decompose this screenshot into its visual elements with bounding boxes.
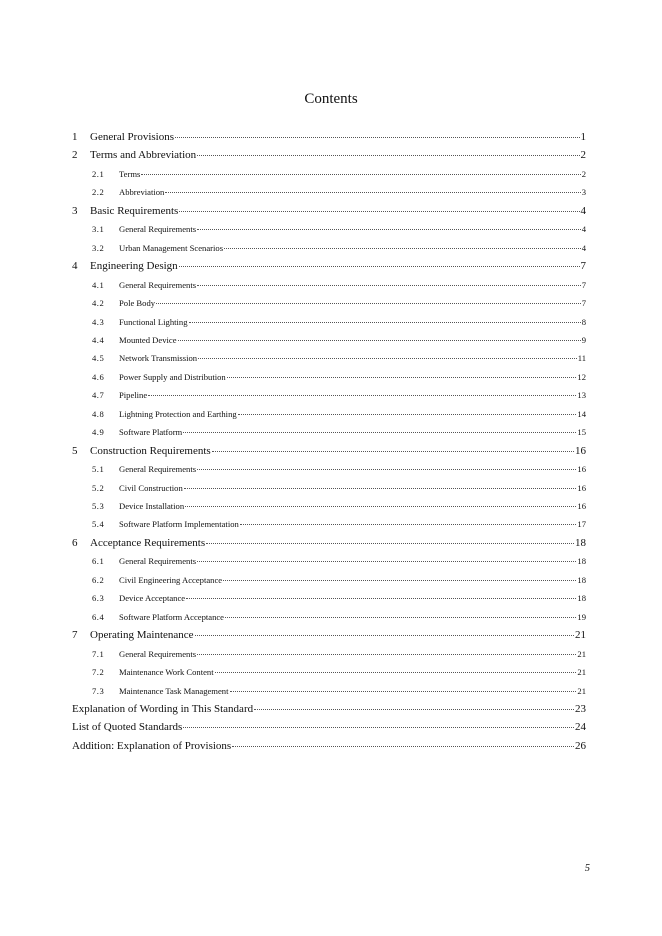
toc-entry-page: 16 <box>575 444 586 457</box>
toc-entry-title: Software Platform Acceptance <box>119 611 224 622</box>
toc-leader-dots <box>232 746 574 747</box>
toc-entry-page: 7 <box>581 279 586 290</box>
toc-entry-number: 2.1 <box>92 168 105 179</box>
toc-leader-dots <box>206 543 574 544</box>
toc-leader-dots <box>178 340 581 341</box>
toc-entry[interactable] <box>92 684 586 698</box>
toc-leader-dots <box>212 451 574 452</box>
toc-entry-number: 4 <box>72 260 78 273</box>
toc-entry-number: 6.3 <box>92 593 105 604</box>
toc-entry-page: 16 <box>577 482 586 493</box>
toc-entry-page: 4 <box>580 204 586 217</box>
toc-entry-title: Network Transmission <box>119 353 198 364</box>
toc-leader-dots <box>185 506 576 507</box>
toc-entry-page: 4 <box>581 224 586 235</box>
toc-entry[interactable] <box>72 701 586 717</box>
toc-entry[interactable] <box>92 351 586 365</box>
toc-leader-dots <box>197 155 579 156</box>
toc-leader-dots <box>240 524 577 525</box>
toc-entry-page: 26 <box>575 739 586 752</box>
toc-entry-title: General Requirements <box>119 556 197 567</box>
toc-entry-page: 2 <box>580 149 586 162</box>
toc-entry-title: Terms <box>119 168 141 179</box>
toc-leader-dots <box>197 285 581 286</box>
toc-leader-dots <box>148 395 576 396</box>
toc-entry-page: 16 <box>577 464 586 475</box>
toc-entry-number: 5.4 <box>92 519 105 530</box>
toc-leader-dots <box>197 469 576 470</box>
page-title: Contents <box>304 91 358 107</box>
toc-entry-number: 6 <box>72 536 78 549</box>
toc-entry[interactable] <box>92 573 586 587</box>
toc-entry[interactable] <box>72 627 586 643</box>
toc-entry[interactable] <box>92 591 586 605</box>
toc-leader-dots <box>189 322 581 323</box>
page-number: 5 <box>584 863 590 874</box>
toc-entry-title: Acceptance Requirements <box>90 536 206 549</box>
toc-entry-title: General Provisions <box>90 131 175 143</box>
toc-entry-number: 4.6 <box>92 371 105 382</box>
toc-entry[interactable] <box>72 719 586 735</box>
toc-entry-title: Operating Maintenance <box>90 629 194 642</box>
toc-entry-number: 6.2 <box>92 574 105 585</box>
toc-entry-number: 6.4 <box>92 611 105 622</box>
toc-entry-number: 6.1 <box>92 556 105 567</box>
toc-entry-page: 12 <box>577 371 586 382</box>
toc-entry-page: 18 <box>575 536 586 549</box>
toc-leader-dots <box>223 580 576 581</box>
toc-leader-dots <box>165 192 580 193</box>
toc-leader-dots <box>215 672 577 673</box>
toc-entry[interactable] <box>92 610 586 624</box>
toc-entry-title: Explanation of Wording in This Standard <box>72 702 254 715</box>
toc-entry[interactable] <box>92 499 586 513</box>
toc-entry-page: 7 <box>581 298 586 309</box>
toc-entry-title: Power Supply and Distribution <box>119 371 226 382</box>
toc-entry-page: 24 <box>575 721 586 734</box>
toc-entry-title: Construction Requirements <box>90 444 211 457</box>
toc-entry-title: Device Installation <box>119 501 185 511</box>
toc-entry[interactable] <box>72 129 586 145</box>
toc-entry-title: Maintenance Work Content <box>119 667 214 678</box>
toc-entry-page: 18 <box>577 593 586 604</box>
toc-entry-page: 17 <box>577 519 586 530</box>
toc-entry-title: Basic Requirements <box>90 204 179 217</box>
toc-entry-number: 5.3 <box>92 501 105 511</box>
toc-entry-page: 3 <box>581 187 586 198</box>
toc-entry-page: 21 <box>577 667 586 678</box>
toc-entry-title: Addition: Explanation of Provisions <box>72 739 232 752</box>
toc-entry-number: 4.5 <box>92 353 105 364</box>
toc-entry-title: Abbreviation <box>119 187 165 198</box>
toc-leader-dots <box>227 377 577 378</box>
toc-leader-dots <box>156 303 581 304</box>
toc-leader-dots <box>225 617 576 618</box>
toc-entry-title: General Requirements <box>119 279 197 290</box>
toc-entry-number: 3.2 <box>92 242 105 253</box>
toc-entry[interactable] <box>72 738 586 754</box>
toc-leader-dots <box>198 358 577 359</box>
toc-entry-title: Functional Lighting <box>119 316 188 327</box>
toc-leader-dots <box>141 174 580 175</box>
toc-entry[interactable] <box>92 370 586 384</box>
toc-entry-number: 7 <box>72 629 78 642</box>
toc-entry-title: Pole Body <box>119 298 156 309</box>
toc-entry-number: 2.2 <box>92 187 105 198</box>
toc-entry-title: List of Quoted Standards <box>72 721 183 734</box>
toc-entry-number: 4.3 <box>92 316 105 327</box>
toc-entry-number: 4.8 <box>92 408 105 419</box>
toc-entry-title: Urban Management Scenarios <box>119 242 224 253</box>
toc-entry-number: 4.9 <box>92 427 105 438</box>
toc-leader-dots <box>238 414 577 415</box>
toc-entry-number: 3 <box>72 204 78 217</box>
toc-entry-page: 15 <box>577 427 586 438</box>
toc-entry-page: 8 <box>581 316 586 327</box>
toc-entry-title: Pipeline <box>119 390 148 401</box>
toc-entry-title: Lightning Protection and Earthing <box>119 408 237 419</box>
toc-entry[interactable] <box>92 296 586 310</box>
toc-entry-title: Software Platform Implementation <box>119 519 239 530</box>
toc-leader-dots <box>179 266 580 267</box>
toc-leader-dots <box>179 211 579 212</box>
toc-entry[interactable] <box>92 241 586 255</box>
toc-entry-title: Engineering Design <box>90 260 178 273</box>
toc-entry[interactable] <box>92 665 586 679</box>
toc-entry[interactable] <box>92 222 586 236</box>
toc-entry[interactable] <box>92 333 586 347</box>
toc-entry-page: 18 <box>577 574 586 585</box>
toc-entry-page: 13 <box>577 390 586 401</box>
toc-entry-number: 4.4 <box>92 334 105 345</box>
toc-leader-dots <box>224 248 581 249</box>
toc-entry-page: 1 <box>580 131 586 143</box>
toc-entry[interactable] <box>72 443 586 459</box>
toc-leader-dots <box>230 691 577 692</box>
toc-entry-number: 4.2 <box>92 298 105 309</box>
toc-entry[interactable] <box>92 185 586 199</box>
toc-entry-page: 21 <box>577 648 586 659</box>
toc-entry-page: 23 <box>575 702 586 715</box>
toc-entry-number: 7.3 <box>92 685 105 696</box>
toc-entry-title: Software Platform <box>119 427 183 438</box>
toc-entry-number: 7.2 <box>92 667 105 678</box>
toc-entry-page: 14 <box>577 408 586 419</box>
toc-entry-title: Terms and Abbreviation <box>90 149 197 162</box>
toc-entry[interactable] <box>92 647 586 661</box>
toc-entry-page: 9 <box>581 334 586 345</box>
toc-leader-dots <box>184 488 577 489</box>
toc-entry-number: 7.1 <box>92 648 105 659</box>
toc-leader-dots <box>183 727 574 728</box>
toc-entry-title: Civil Construction <box>119 482 183 493</box>
toc-entry-title: Maintenance Task Management <box>119 685 229 696</box>
toc-leader-dots <box>254 709 574 710</box>
toc-leader-dots <box>197 561 576 562</box>
toc-entry-title: Mounted Device <box>119 334 177 345</box>
toc-entry-number: 5.1 <box>92 464 105 475</box>
toc-entry[interactable] <box>92 425 586 439</box>
toc-entry-page: 2 <box>581 168 586 179</box>
toc-entry-number: 5.2 <box>92 482 105 493</box>
toc-entry-title: General Requirements <box>119 464 197 475</box>
toc-entry-page: 16 <box>577 501 586 511</box>
toc-entry-page: 21 <box>575 629 586 642</box>
toc-entry-page: 11 <box>577 353 586 364</box>
toc-entry[interactable] <box>92 407 586 421</box>
toc-entry[interactable] <box>92 481 586 495</box>
toc-entry-number: 5 <box>72 444 78 457</box>
toc-leader-dots <box>197 654 576 655</box>
toc-entry[interactable] <box>72 203 586 219</box>
toc-entry-title: General Requirements <box>119 224 197 235</box>
toc-entry[interactable] <box>72 535 586 551</box>
toc-leader-dots <box>175 137 579 138</box>
toc-entry[interactable] <box>92 462 586 476</box>
toc-entry-title: Civil Engineering Acceptance <box>119 574 223 585</box>
toc-entry[interactable] <box>92 315 586 329</box>
toc-entry-page: 18 <box>577 556 586 567</box>
toc-entry[interactable] <box>92 278 586 292</box>
toc-entry-page: 19 <box>577 611 586 622</box>
toc-entry-number: 4.7 <box>92 390 105 401</box>
toc-entry-title: Device Acceptance <box>119 593 186 604</box>
toc-entry-number: 2 <box>72 149 78 162</box>
toc-leader-dots <box>195 635 574 636</box>
toc-entry-number: 1 <box>72 131 78 143</box>
toc-entry-number: 4.1 <box>92 279 105 290</box>
toc-entry-title: General Requirements <box>119 648 197 659</box>
toc-entry[interactable] <box>92 517 586 531</box>
toc-entry[interactable] <box>92 554 586 568</box>
toc-entry-page: 4 <box>581 242 586 253</box>
toc-entry-number: 3.1 <box>92 224 105 235</box>
toc-leader-dots <box>197 229 581 230</box>
toc-leader-dots <box>186 598 576 599</box>
toc-entry[interactable] <box>72 258 586 274</box>
toc-entry[interactable] <box>72 147 586 163</box>
toc-leader-dots <box>183 432 576 433</box>
toc-entry-page: 7 <box>580 260 586 273</box>
toc-entry[interactable] <box>92 167 586 181</box>
toc-entry[interactable] <box>92 388 586 402</box>
toc-entry-page: 21 <box>577 685 586 696</box>
